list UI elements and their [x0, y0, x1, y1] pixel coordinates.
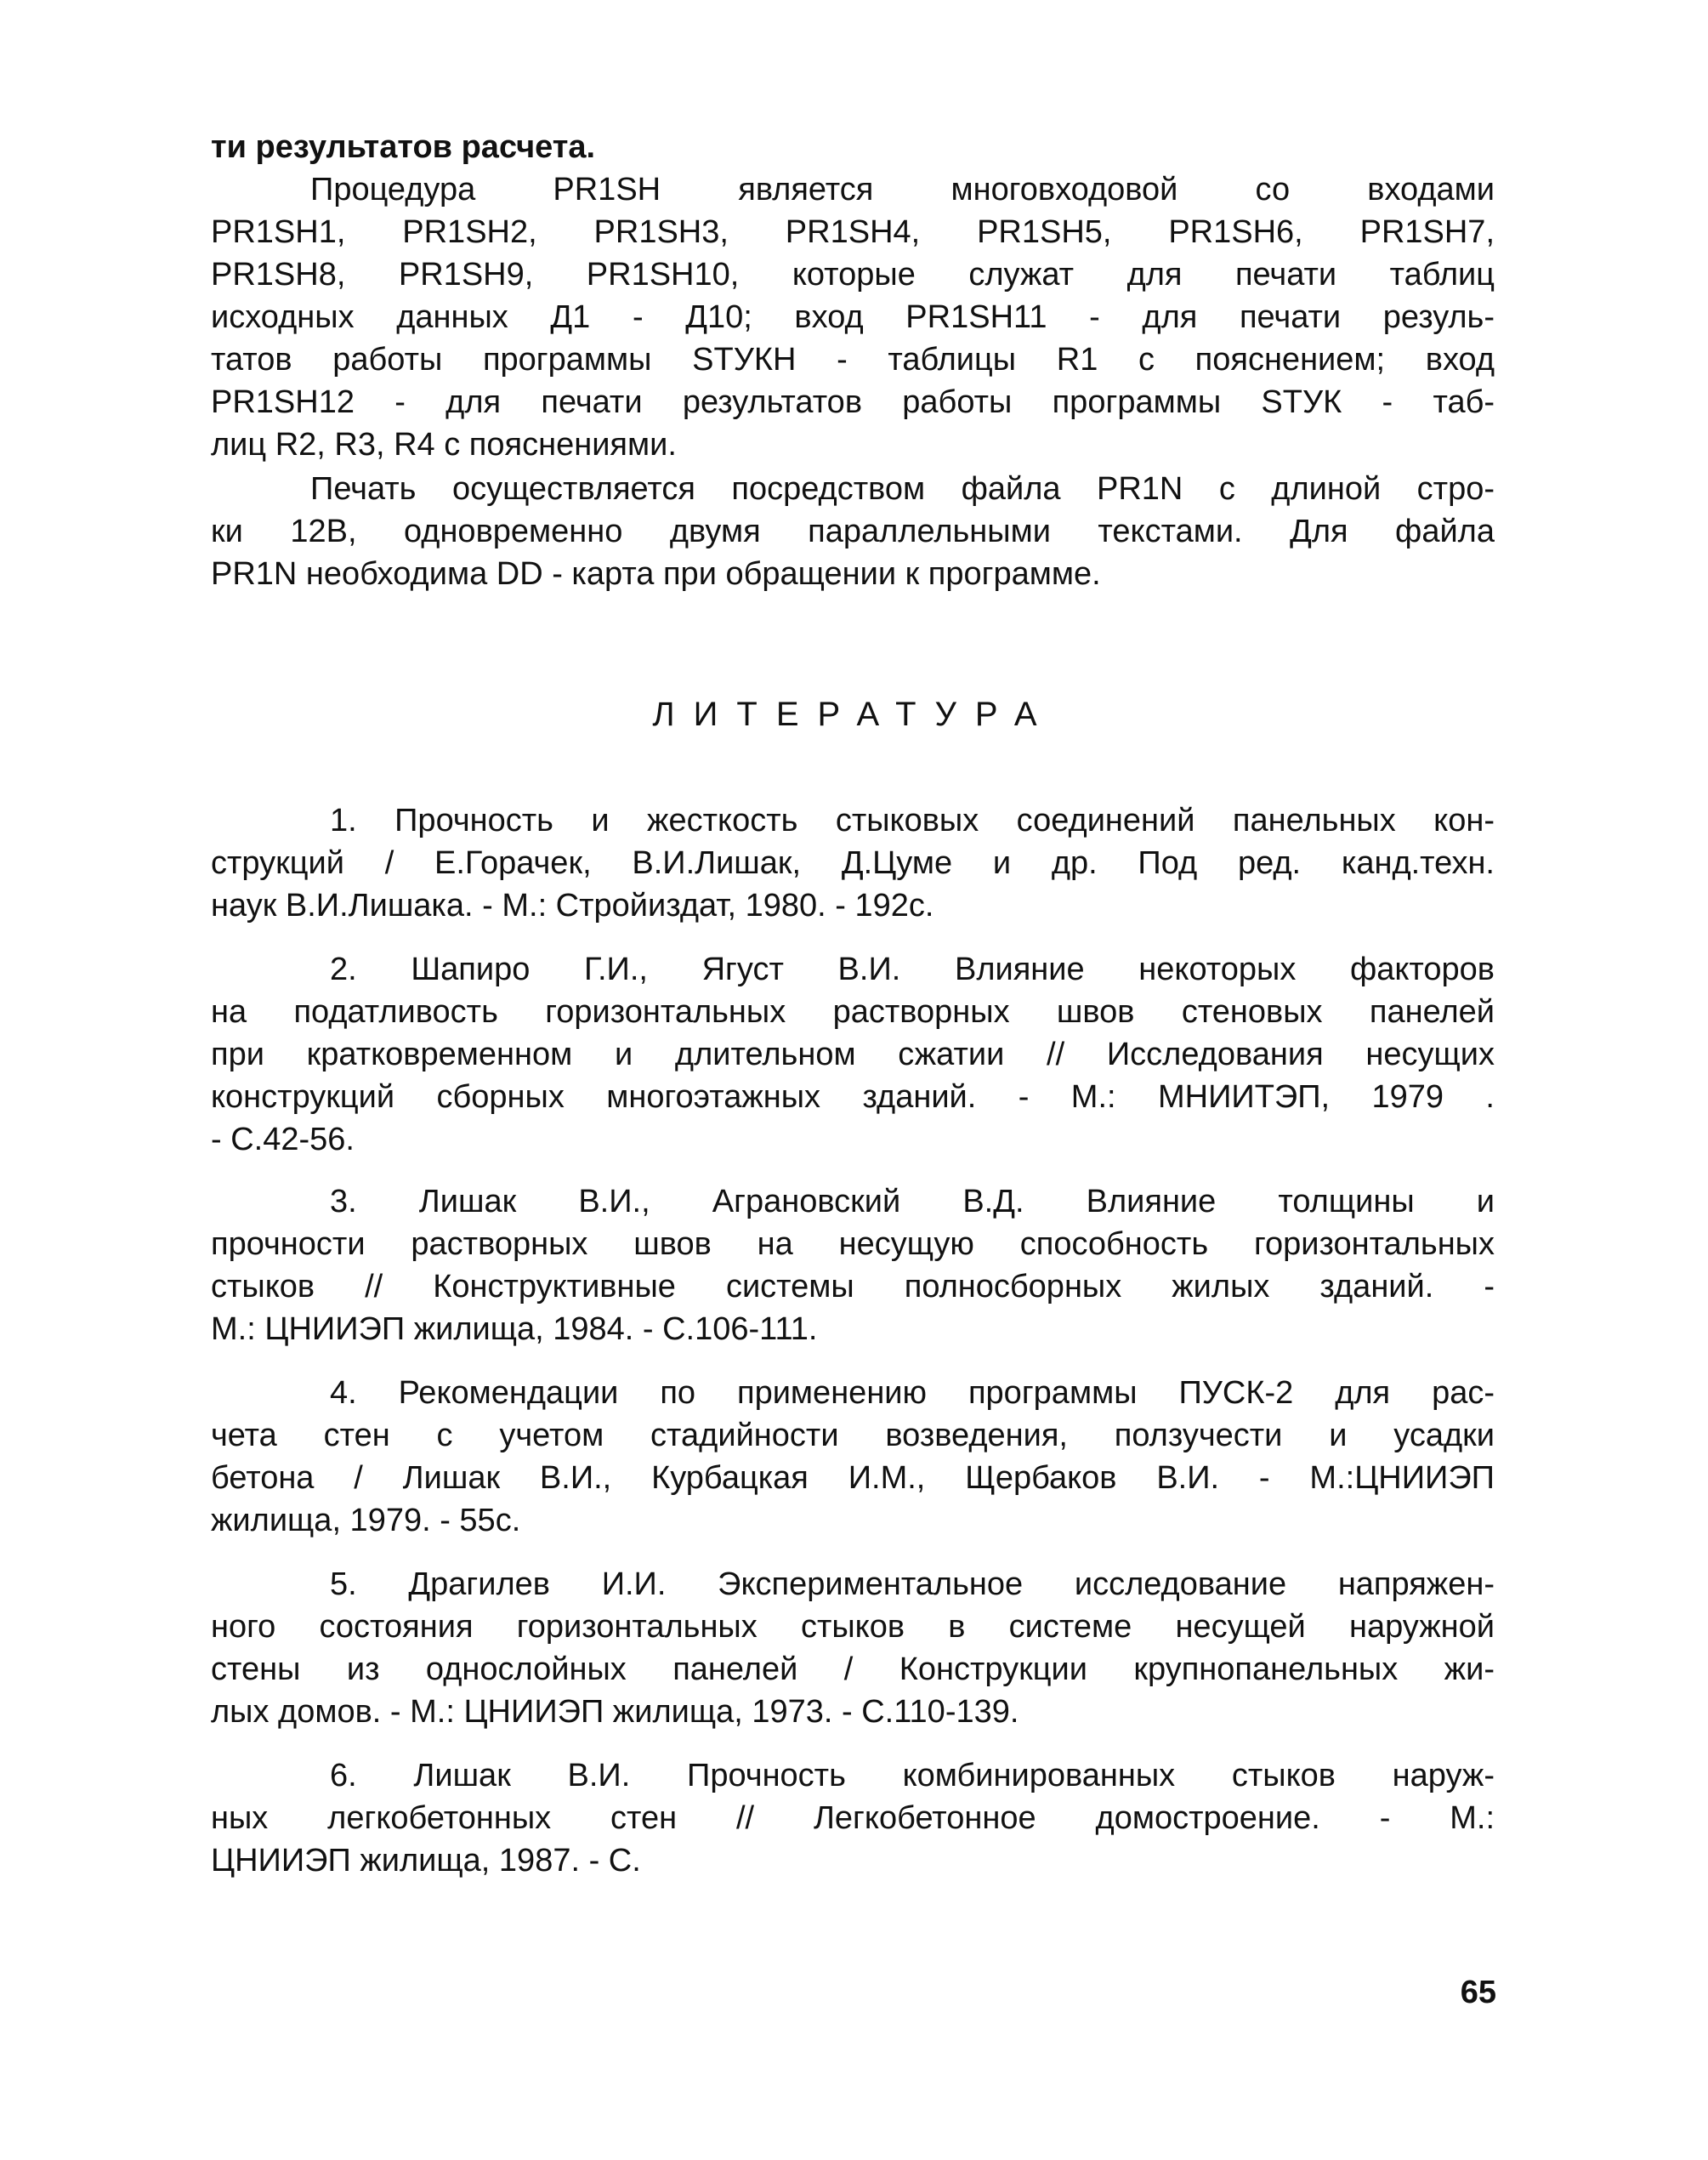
- reference-line: 3. Лишак В.И., Аграновский В.Д. Влияние толщины и: [330, 1184, 1495, 1219]
- text-line: татов работы программы STУКН - таблицы R1 с пояснением; вход: [211, 342, 1495, 378]
- reference-line: прочности растворных швов на несущую способность горизонтальных: [211, 1226, 1495, 1262]
- reference-line: лых домов. - М.: ЦНИИЭП жилища, 1973. - С.110-139.: [211, 1694, 1019, 1730]
- reference-line: струкций / Е.Горачек, В.И.Лишак, Д.Цуме и др. Под ред. канд.техн.: [211, 845, 1495, 881]
- reference-line: 5. Драгилев И.И. Экспериментальное исследование напряжен-: [330, 1566, 1495, 1602]
- reference-line: конструкций сборных многоэтажных зданий. - М.: МНИИТЭП, 1979 .: [211, 1079, 1495, 1115]
- reference-line: М.: ЦНИИЭП жилища, 1984. - С.106-111.: [211, 1311, 818, 1347]
- literature-heading: ЛИТЕРАТУРА: [652, 696, 1056, 733]
- reference-line: 4. Рекомендации по применению программы ПУСК-2 для рас-: [330, 1375, 1495, 1411]
- reference-line: ного состояния горизонтальных стыков в системе несущей наружной: [211, 1609, 1495, 1645]
- text-line: PR1N необходима DD - карта при обращении к программе.: [211, 556, 1101, 592]
- reference-line: жилища, 1979. - 55с.: [211, 1503, 521, 1538]
- reference-line: бетона / Лишак В.И., Курбацкая И.М., Щербаков В.И. - М.:ЦНИИЭП: [211, 1460, 1495, 1496]
- text-line: PR1SH12 - для печати результатов работы программы STУК - таб-: [211, 384, 1495, 420]
- reference-line: при кратковременном и длительном сжатии // Исследования несущих: [211, 1037, 1495, 1072]
- reference-line: 1. Прочность и жесткость стыковых соединений панельных кон-: [330, 803, 1495, 838]
- reference-line: наук В.И.Лишака. - М.: Стройиздат, 1980. - 192с.: [211, 888, 934, 924]
- reference-line: стыков // Конструктивные системы полносборных жилых зданий. -: [211, 1269, 1495, 1305]
- reference-line: 2. Шапиро Г.И., Ягуст В.И. Влияние некоторых факторов: [330, 952, 1495, 987]
- text-line: PR1SH1, PR1SH2, PR1SH3, PR1SH4, PR1SH5, PR1SH6, PR1SH7,: [211, 214, 1495, 250]
- text-line: исходных данных Д1 - Д10; вход PR1SH11 - для печати резуль-: [211, 299, 1495, 335]
- reference-line: 6. Лишак В.И. Прочность комбинированных стыков наруж-: [330, 1758, 1495, 1793]
- text-line: Печать осуществляется посредством файла PR1N с длиной стро-: [310, 471, 1495, 507]
- text-line: лиц R2, R3, R4 с пояснениями.: [211, 427, 677, 463]
- text-line: ки 12В, одновременно двумя параллельными текстами. Для файла: [211, 514, 1495, 549]
- reference-line: - С.42-56.: [211, 1122, 355, 1157]
- text-line: PR1SH8, PR1SH9, PR1SH10, которые служат для печати таблиц: [211, 257, 1495, 293]
- reference-line: чета стен с учетом стадийности возведения, ползучести и усадки: [211, 1418, 1495, 1453]
- page-number: 65: [1460, 1975, 1496, 2010]
- reference-line: на податливость горизонтальных растворных швов стеновых панелей: [211, 994, 1495, 1030]
- continuation-line: ти результатов расчета.: [211, 129, 596, 165]
- reference-line: ЦНИИЭП жилища, 1987. - С.: [211, 1843, 641, 1879]
- reference-line: стены из однослойных панелей / Конструкции крупнопанельных жи-: [211, 1651, 1495, 1687]
- text-line: Процедура PR1SH является многовходовой со входами: [310, 172, 1495, 207]
- reference-line: ных легкобетонных стен // Легкобетонное домостроение. - М.:: [211, 1800, 1495, 1836]
